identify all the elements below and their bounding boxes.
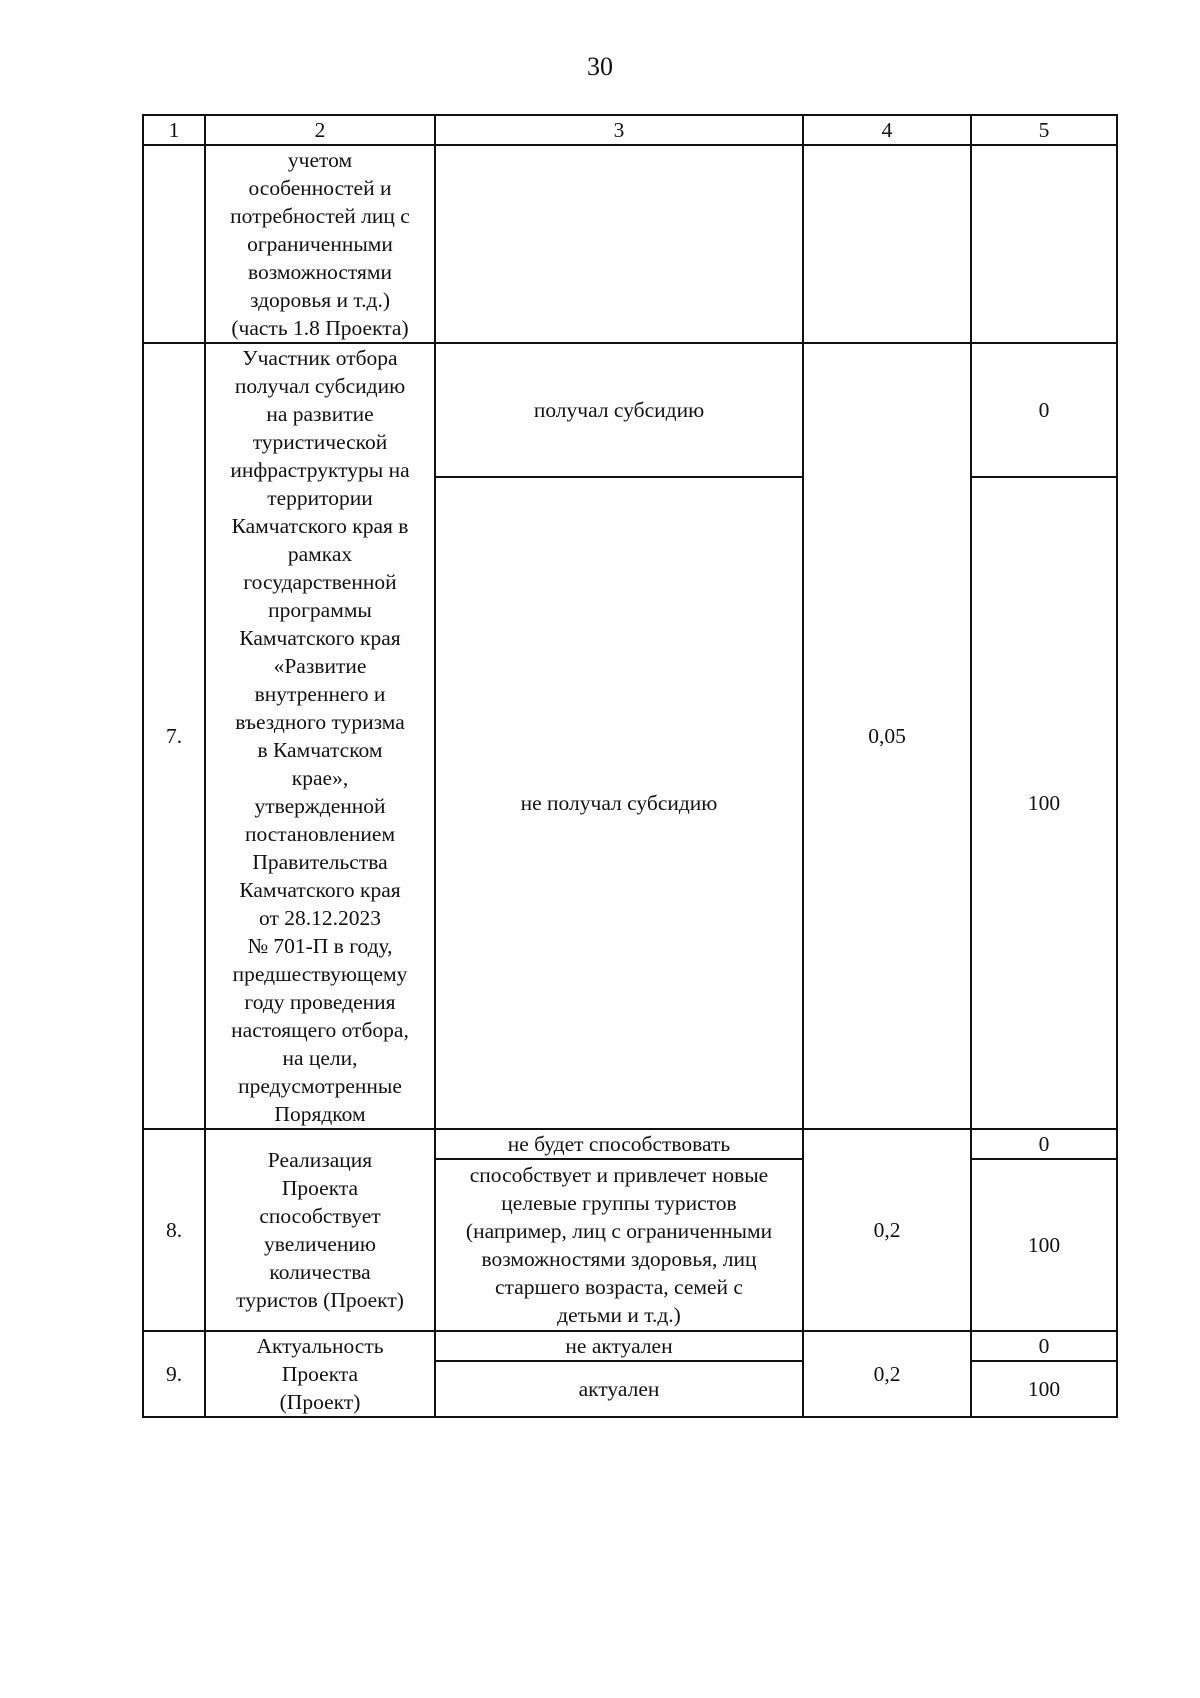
column-header: 3 [435, 115, 803, 145]
weight-cell: 0,2 [803, 1129, 971, 1331]
column-header: 1 [143, 115, 205, 145]
row-number-cell: 7. [143, 343, 205, 1129]
criterion-cell: учетом особенностей и потребностей лиц с ограниченными возможностями здоровья и т.д.) (часть 1.8 Проекта) [205, 145, 435, 343]
option-cell: получал субсидию [435, 343, 803, 477]
criteria-table [142, 114, 1118, 1418]
weight-cell: 0,05 [803, 343, 971, 1129]
option-cell [435, 145, 803, 343]
option-cell: не получал субсидию [435, 477, 803, 1129]
row-number-cell: 8. [143, 1129, 205, 1331]
row-number-cell: 9. [143, 1331, 205, 1417]
table-row [143, 1331, 1117, 1361]
weight-cell [803, 145, 971, 343]
option-cell: способствует и привлечет новые целевые группы туристов (например, лиц с ограниченными возможностями здоровья, лиц старшего возраста, семей с детьми и т.д.) [435, 1159, 803, 1331]
table-row [143, 1129, 1117, 1159]
score-cell: 100 [971, 1361, 1117, 1417]
criterion-cell: Актуальность Проекта (Проект) [205, 1331, 435, 1417]
table-row [143, 343, 1117, 477]
score-cell: 0 [971, 343, 1117, 477]
score-cell: 0 [971, 1331, 1117, 1361]
option-cell: не будет способствовать [435, 1129, 803, 1159]
score-cell [971, 145, 1117, 343]
weight-cell: 0,2 [803, 1331, 971, 1417]
table-header-row [143, 115, 1117, 145]
page-number: 30 [587, 52, 613, 81]
column-header: 5 [971, 115, 1117, 145]
option-cell: актуален [435, 1361, 803, 1417]
criterion-cell: Участник отбора получал субсидию на развитие туристической инфраструктуры на территории Камчатского края в рамках государственной программы Камчатского края «Развитие внутреннего и въездного туризма в Камчатском крае», утвержденной постановлением Правительства Камчатского края от 28.12.2023 № 701-П в году, предшествующему году проведения настоящего отбора, на цели, предусмотренные Порядком [205, 343, 435, 1129]
column-header: 4 [803, 115, 971, 145]
criterion-cell: Реализация Проекта способствует увеличению количества туристов (Проект) [205, 1129, 435, 1331]
column-header: 2 [205, 115, 435, 145]
table-row [143, 145, 1117, 343]
score-cell: 0 [971, 1129, 1117, 1159]
option-cell: не актуален [435, 1331, 803, 1361]
score-cell: 100 [971, 1159, 1117, 1331]
row-number-cell [143, 145, 205, 343]
score-cell: 100 [971, 477, 1117, 1129]
